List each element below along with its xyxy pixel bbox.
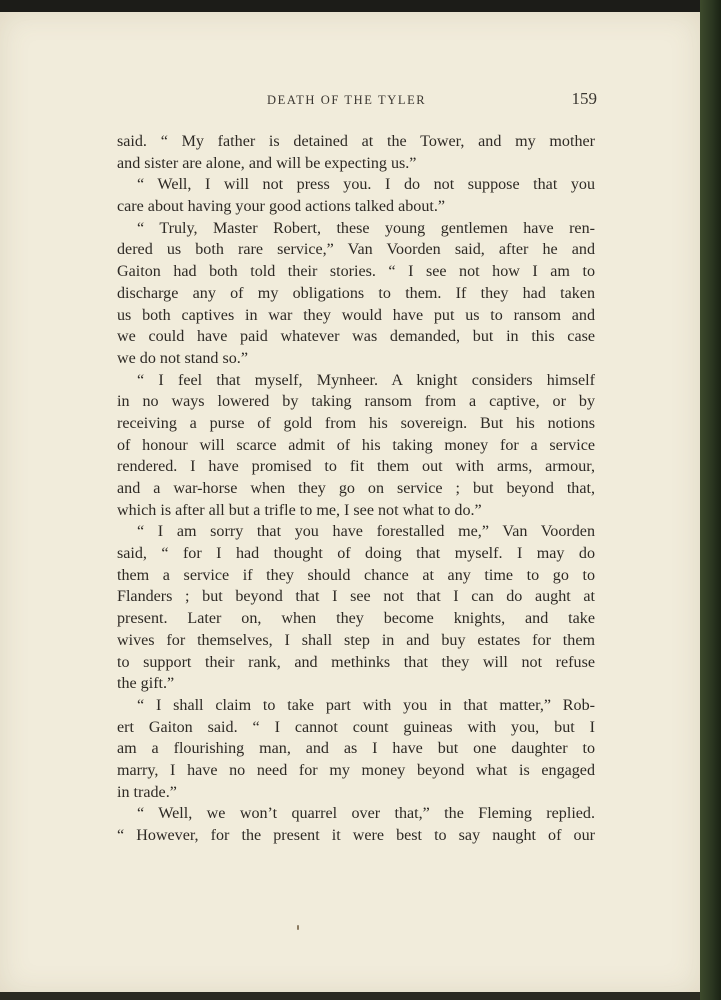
text-line: and a war-horse when they go on service ; but beyond that, — [117, 480, 595, 497]
text-line: “ Well, we won’t quarrel over that,” the Fleming replied. — [137, 805, 595, 823]
text-line: marry, I have no need for my money beyond what is engaged — [117, 761, 595, 779]
body-text — [117, 131, 595, 847]
text-line: wives for themselves, I shall step in and buy estates for them — [117, 631, 595, 649]
text-line: ert Gaiton said. “ I cannot count guineas with you, but I — [117, 718, 595, 736]
text-line: “ I am sorry that you have forestalled me,” Van Voorden — [137, 523, 595, 541]
text-line: us both captives in war they would have put us to ransom and — [117, 306, 595, 324]
text-line: in no ways lowered by taking ransom from a captive, or by — [117, 393, 595, 411]
text-line: am a flourishing man, and as I have but one daughter to — [117, 740, 595, 758]
text-line: “ Truly, Master Robert, these young gentlemen have ren- — [137, 219, 595, 237]
text-line: receiving a purse of gold from his sovereign. But his notions — [117, 414, 595, 432]
text-line: which is after all but a trifle to me, I see not what to do.” — [117, 501, 482, 519]
text-line: rendered. I have promised to fit them out with arms, armour, — [117, 458, 595, 476]
text-line: “ Well, I will not press you. I do not suppose that you — [137, 176, 595, 194]
text-line: to support their rank, and methinks that they will not refuse — [117, 653, 595, 671]
page-bottom-edge — [0, 992, 700, 1000]
text-line: them a service if they should chance at any time to go to — [117, 566, 595, 584]
text-line: Flanders ; but beyond that I see not that I can do aught at — [117, 588, 595, 606]
text-line: Gaiton had both told their stories. “ I see not how I am to — [117, 263, 595, 281]
text-line: care about having your good actions talked about.” — [117, 198, 446, 216]
text-line: said, “ for I had thought of doing that myself. I may do — [117, 545, 595, 563]
text-line: the gift.” — [117, 675, 175, 693]
text-line: said. “ My father is detained at the Tower, and my mother — [117, 133, 595, 150]
text-line: “ However, for the present it were best to say naught of our — [117, 827, 595, 844]
text-line: dered us both rare service,” Van Voorden said, after he and — [117, 241, 595, 259]
text-line: of honour will scarce admit of his taking money for a service — [117, 436, 595, 454]
text-line: we could have paid whatever was demanded, but in this case — [117, 328, 595, 346]
text-line: “ I shall claim to take part with you in that matter,” Rob- — [137, 696, 595, 714]
page-header — [117, 87, 597, 111]
text-line: present. Later on, when they become knights, and take — [117, 610, 595, 628]
text-line: we do not stand so.” — [117, 349, 248, 367]
text-line: discharge any of my obligations to them. If they had taken — [117, 284, 595, 302]
ink-speck — [297, 925, 299, 930]
text-line: and sister are alone, and will be expecting us.” — [117, 154, 417, 172]
running-title: DEATH OF THE TYLER — [267, 93, 427, 107]
page-number: 159 — [571, 89, 597, 108]
text-line: “ I feel that myself, Mynheer. A knight considers himself — [137, 371, 595, 389]
book-spine — [700, 0, 721, 1000]
text-line: in trade.” — [117, 783, 177, 801]
